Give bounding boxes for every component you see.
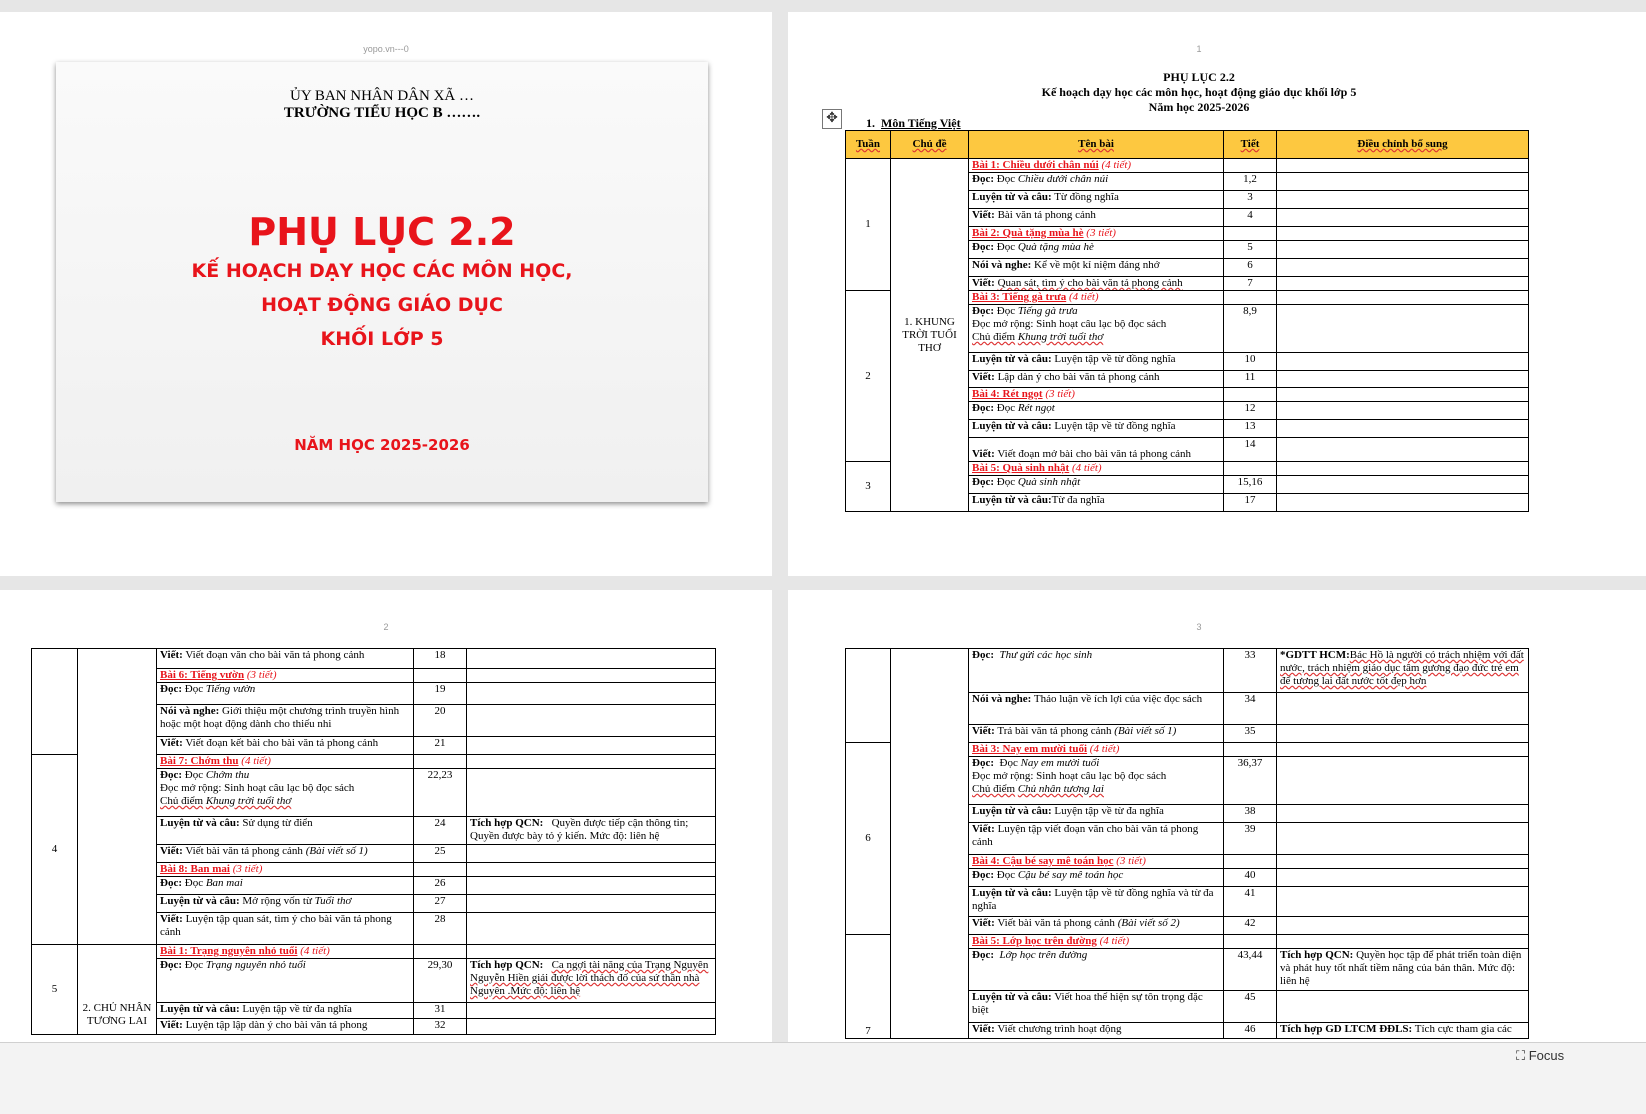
- period-cell: 7: [1224, 277, 1277, 291]
- period-cell: 39: [1224, 823, 1277, 855]
- lesson-cell: Nói và nghe: Thảo luận về ích lợi của việc đọc sách: [969, 693, 1224, 725]
- lesson-cell: Đọc: Đọc Quà tặng mùa hè: [969, 241, 1224, 259]
- lesson-title: Bài 1: Chiều dưới chân núi (4 tiết): [969, 159, 1224, 173]
- period-cell: 33: [1224, 649, 1277, 693]
- week-cell: 7: [846, 935, 891, 1039]
- page-number: 2: [383, 622, 389, 632]
- table-row: [32, 649, 716, 669]
- lesson-cell: Viết: Bài văn tả phong cảnh: [969, 209, 1224, 227]
- week-cell: 4: [32, 755, 78, 945]
- lesson-cell: Đọc: Đọc Quà sinh nhật: [969, 476, 1224, 494]
- lesson-cell: Viết: Viết đoạn mở bài cho bài văn tả phong cảnh: [969, 438, 1224, 462]
- lesson-title: Bài 3: Tiếng gà trưa (4 tiết): [969, 291, 1224, 305]
- cover-year: NĂM HỌC 2025-2026: [294, 436, 470, 454]
- period-cell: 17: [1224, 494, 1277, 512]
- period-cell: 1,2: [1224, 173, 1277, 191]
- theme-cell: 1. KHUNG TRỜI TUỔI THƠ: [891, 159, 969, 512]
- table-row: [846, 159, 1529, 173]
- lesson-plan-table: [845, 648, 1529, 1039]
- period-cell: 25: [414, 845, 467, 863]
- lesson-cell: Luyện từ và câu: Mở rộng vốn từ Tuổi thơ: [157, 895, 414, 913]
- lesson-cell: Đọc: Lớp học trên đường: [969, 949, 1224, 991]
- period-cell: 21: [414, 737, 467, 755]
- section-number: 1.: [866, 116, 875, 130]
- page-3: [788, 590, 1646, 1060]
- period-cell: 41: [1224, 887, 1277, 917]
- period-cell: 4: [1224, 209, 1277, 227]
- week-cell: [846, 649, 891, 743]
- section-title: [866, 116, 961, 131]
- period-cell: 42: [1224, 917, 1277, 935]
- heading-title: PHỤ LỤC 2.2: [1163, 70, 1235, 84]
- lesson-cell: Đọc: Đọc Trạng nguyên nhỏ tuổi: [157, 959, 414, 1003]
- theme-cell: 2. CHỦ NHÂN TƯƠNG LAI: [78, 945, 157, 1035]
- lesson-title: Bài 5: Lớp học trên đường (4 tiết): [969, 935, 1224, 949]
- period-cell: 20: [414, 705, 467, 737]
- lesson-cell: Luyện từ và câu: Viết hoa thể hiện sự tôn trọng đặc biệt: [969, 991, 1224, 1023]
- heading-subtitle: Kế hoạch dạy học các môn học, hoạt động giáo dục khối lớp 5: [1041, 85, 1357, 99]
- week-cell: 5: [32, 945, 78, 1035]
- theme-cell: [891, 649, 969, 1039]
- period-cell: 13: [1224, 420, 1277, 438]
- period-cell: 34: [1224, 693, 1277, 725]
- lesson-cell: Nói và nghe: Giới thiệu một chương trình truyền hình hoặc một hoạt động dành cho thiếu nhi: [157, 705, 414, 737]
- cover-box: [56, 62, 708, 502]
- lesson-title: Bài 3: Nay em mười tuổi (4 tiết): [969, 743, 1224, 757]
- period-cell: 5: [1224, 241, 1277, 259]
- period-cell: 12: [1224, 402, 1277, 420]
- period-cell: 10: [1224, 353, 1277, 371]
- page-1: [788, 12, 1646, 576]
- cover-subtitle-3: KHỐI LỚP 5: [320, 328, 444, 350]
- col-lesson: Tên bài: [969, 131, 1224, 159]
- period-cell: 11: [1224, 371, 1277, 388]
- lesson-cell: Viết: Luyện tập lập dàn ý cho bài văn tả phong: [157, 1019, 414, 1035]
- note-cell: Tích hợp QCN: Quyền học tập để phát triển toàn diện và phát huy tốt nhất tiềm năng của bản thân. Mức độ: liên hệ: [1277, 949, 1529, 991]
- page-header: yopo.vn---0: [363, 44, 409, 54]
- period-cell: 36,37: [1224, 757, 1277, 805]
- lesson-title: Bài 8: Ban mai (3 tiết): [157, 863, 414, 877]
- col-period: Tiết: [1224, 131, 1277, 159]
- lesson-cell: Viết: Luyện tập quan sát, tìm ý cho bài văn tả phong cảnh: [157, 913, 414, 945]
- page-2: [0, 590, 772, 1060]
- period-cell: 40: [1224, 869, 1277, 887]
- cover-subtitle-1: KẾ HOẠCH DẠY HỌC CÁC MÔN HỌC,: [191, 260, 573, 282]
- heading-year: Năm học 2025-2026: [1148, 100, 1250, 114]
- lesson-cell: Đọc: Thư gửi các học sinh: [969, 649, 1224, 693]
- lesson-title: Bài 6: Tiếng vườn (3 tiết): [157, 669, 414, 683]
- lesson-cell: Đọc: Đọc Chớm thu Đọc mở rộng: Sinh hoạt câu lạc bộ đọc sách Chủ điểm Khung trời tuổi thơ: [157, 769, 414, 817]
- period-cell: 24: [414, 817, 467, 845]
- table-header-row: [846, 131, 1529, 159]
- theme-cell: [78, 649, 157, 945]
- period-cell: 43,44: [1224, 949, 1277, 991]
- lesson-cell: Luyện từ và câu: Luyện tập về từ đồng nghĩa: [969, 353, 1224, 371]
- lesson-title: Bài 5: Quà sinh nhật (4 tiết): [969, 462, 1224, 476]
- lesson-cell: Đọc: Đọc Chiều dưới chân núi: [969, 173, 1224, 191]
- lesson-cell: Viết: Viết bài văn tả phong cảnh (Bài viết số 1): [157, 845, 414, 863]
- period-cell: 46: [1224, 1023, 1277, 1039]
- period-cell: 14: [1224, 438, 1277, 462]
- lesson-cell: Viết: Viết đoạn văn cho bài văn tả phong cảnh: [157, 649, 414, 669]
- lesson-cell: Viết: Trả bài văn tả phong cảnh (Bài viết số 1): [969, 725, 1224, 743]
- lesson-plan-table: [845, 130, 1529, 512]
- lesson-cell: Đọc: Đọc Tiếng gà trưa Đọc mở rộng: Sinh hoạt câu lạc bộ đọc sách Chủ điểm Khung trời tuổi thơ: [969, 305, 1224, 353]
- lesson-cell: Viết: Viết đoạn kết bài cho bài văn tả phong cảnh: [157, 737, 414, 755]
- period-cell: 19: [414, 683, 467, 705]
- week-cell: 6: [846, 743, 891, 935]
- table-row: [846, 649, 1529, 693]
- period-cell: 45: [1224, 991, 1277, 1023]
- page-number: 1: [1196, 44, 1202, 54]
- lesson-cell: Viết: Lập dàn ý cho bài văn tả phong cảnh: [969, 371, 1224, 388]
- focus-mode-button[interactable]: [1516, 1048, 1646, 1064]
- period-cell: 6: [1224, 259, 1277, 277]
- week-cell: 3: [846, 462, 891, 512]
- lesson-cell: Viết: Viết chương trình hoạt động: [969, 1023, 1224, 1039]
- lesson-title: Bài 2: Quà tặng mùa hè (3 tiết): [969, 227, 1224, 241]
- lesson-cell: Luyện từ và câu: Luyện tập về từ đồng nghĩa: [969, 420, 1224, 438]
- lesson-cell: Đọc: Đọc Ban mai: [157, 877, 414, 895]
- section-name: Môn Tiếng Việt: [881, 116, 961, 130]
- period-cell: 27: [414, 895, 467, 913]
- cover-subtitle-2: HOẠT ĐỘNG GIÁO DỤC: [261, 294, 503, 316]
- lesson-cell: Đọc: Đọc Tiếng vườn: [157, 683, 414, 705]
- cover-org: ỦY BAN NHÂN DÂN XÃ …: [289, 88, 475, 104]
- week-cell: 1: [846, 159, 891, 291]
- status-bar: [0, 1042, 1646, 1114]
- period-cell: 15,16: [1224, 476, 1277, 494]
- period-cell: 38: [1224, 805, 1277, 823]
- note-cell: *GDTT HCM:Bác Hồ là người có trách nhiệm với đất nước, trách nhiệm giáo dục tâm gương đạo đức trẻ em để tương lai đất nước tốt đẹp hơn: [1277, 649, 1529, 693]
- lesson-cell: Viết: Quan sát, tìm ý cho bài văn tả phong cảnh: [969, 277, 1224, 291]
- cover-school: TRƯỜNG TIỂU HỌC B …….: [283, 105, 481, 121]
- week-cell: [32, 649, 78, 755]
- lesson-cell: Đọc: Đọc Rét ngọt: [969, 402, 1224, 420]
- note-cell: Tích hợp GD LTCM ĐĐLS: Tích cực tham gia các: [1277, 1023, 1529, 1039]
- period-cell: 35: [1224, 725, 1277, 743]
- col-theme: Chủ đề: [891, 131, 969, 159]
- period-cell: 31: [414, 1003, 467, 1019]
- lesson-cell: Luyện từ và câu: Từ đồng nghĩa: [969, 191, 1224, 209]
- note-cell: Tích hợp QCN: Quyền được tiếp cận thông tin; Quyền được bày tỏ ý kiến. Mức độ: liên hệ: [467, 817, 716, 845]
- lesson-title: Bài 1: Trạng nguyên nhỏ tuổi (4 tiết): [157, 945, 414, 959]
- lesson-title: Bài 7: Chớm thu (4 tiết): [157, 755, 414, 769]
- period-cell: 28: [414, 913, 467, 945]
- lesson-plan-table: [31, 648, 716, 1035]
- cover-page: [0, 12, 772, 576]
- lesson-cell: Đọc: Đọc Cậu bé say mê toán học: [969, 869, 1224, 887]
- lesson-cell: Luyện từ và câu: Luyện tập về từ đồng nghĩa và từ đa nghĩa: [969, 887, 1224, 917]
- lesson-cell: Luyện từ và câu: Sử dụng từ điển: [157, 817, 414, 845]
- focus-label: Focus: [1528, 1048, 1565, 1063]
- focus-icon: ⛶: [1516, 1048, 1526, 1063]
- lesson-title: Bài 4: Cậu bé say mê toán học (3 tiết): [969, 855, 1224, 869]
- col-adjust: Điều chỉnh bổ sung: [1277, 131, 1529, 159]
- period-cell: 26: [414, 877, 467, 895]
- table-row: [32, 945, 716, 959]
- col-week: Tuần: [846, 131, 891, 159]
- lesson-title: Bài 4: Rét ngọt (3 tiết): [969, 388, 1224, 402]
- period-cell: 3: [1224, 191, 1277, 209]
- cover-title: PHỤ LỤC 2.2: [248, 210, 516, 254]
- table-move-handle-icon[interactable]: ✥: [822, 109, 842, 129]
- lesson-cell: Luyện từ và câu: Luyện tập về từ đa nghĩa: [157, 1003, 414, 1019]
- week-cell: 2: [846, 291, 891, 462]
- period-cell: 22,23: [414, 769, 467, 817]
- lesson-cell: Viết: Luyện tập viết đoạn văn cho bài văn tả phong cảnh: [969, 823, 1224, 855]
- page-number: 3: [1196, 622, 1202, 632]
- lesson-cell: Viết: Viết bài văn tả phong cảnh (Bài viết số 2): [969, 917, 1224, 935]
- period-cell: 8,9: [1224, 305, 1277, 353]
- period-cell: 32: [414, 1019, 467, 1035]
- lesson-cell: Luyện từ và câu: Luyện tập về từ đa nghĩa: [969, 805, 1224, 823]
- lesson-cell: Đọc: Đọc Nay em mười tuổi Đọc mở rộng: Sinh hoạt câu lạc bộ đọc sách Chủ điểm Chủ nhân tương lai: [969, 757, 1224, 805]
- lesson-cell: Nói và nghe: Kể về một kỉ niệm đáng nhớ: [969, 259, 1224, 277]
- note-cell: Tích hợp QCN: Ca ngợi tài năng của Trạng Nguyên Nguyễn Hiền giải được lời thách đố của sứ thần nhà Nguyên .Mức độ: liên hệ: [467, 959, 716, 1003]
- document-heading: [788, 70, 1610, 115]
- lesson-cell: Luyện từ và câu:Từ đa nghĩa: [969, 494, 1224, 512]
- period-cell: 18: [414, 649, 467, 669]
- period-cell: 29,30: [414, 959, 467, 1003]
